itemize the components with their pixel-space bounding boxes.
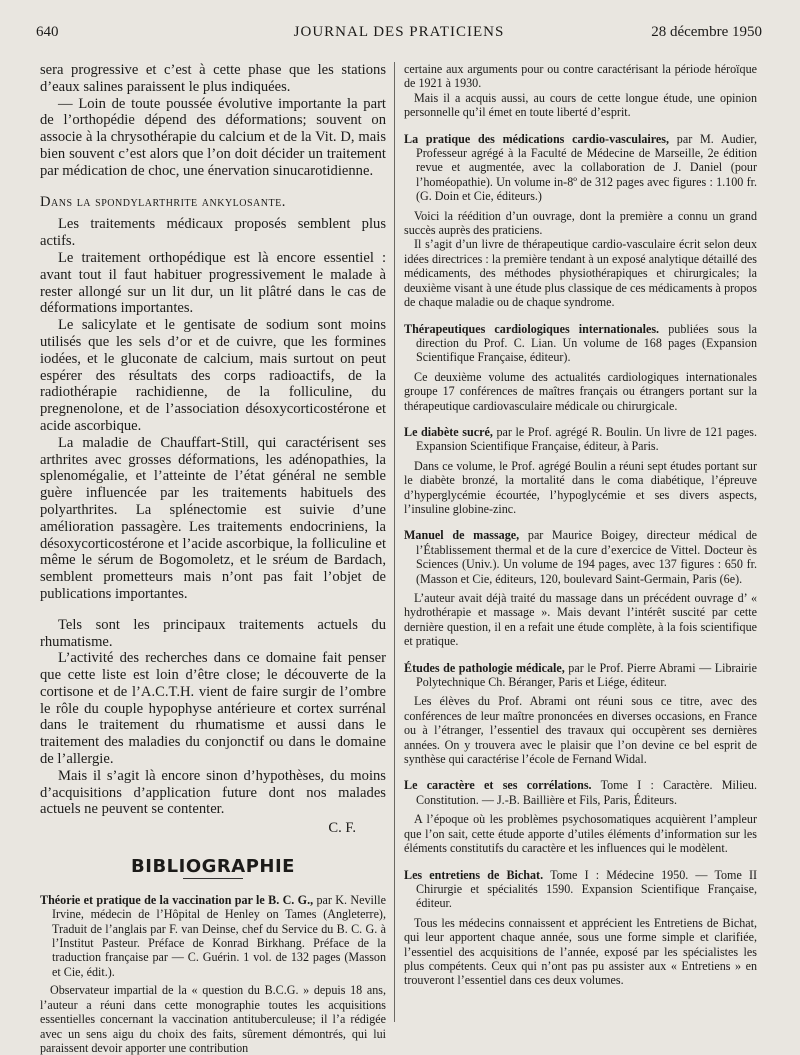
book-title: Manuel de massage, [404,528,520,543]
section-heading: Dans la spondylarthrite ankylosante. [40,193,286,210]
bibliography-heading: BIBLIOGRAPHIE [131,856,295,878]
paragraph: sera progressive et c’est à cette phase que les stations d’eaux salines paraissent le plus indiquées. [40,62,386,95]
bibliography-entry [404,528,757,648]
book-details: Tome I : Médecine 1950. — Tome II Chirurgie et spécialités 1590. Expansion Scientifique Française, éditeur. [416,867,758,911]
paragraph: Tous les médecins connaissent et apprécient les Entretiens de Bichat, qui leur apportent chaque année, sous une forme simple et clarifiée, l’essentiel des acquisitions de l’année, exposé par les spécialistes les plus compétents. Ceux qui n’ont pas pu assister aux « Entretiens » en trouveront l’essentiel dans ces deux volumes. [404,915,757,988]
paragraph: Tels sont les principaux traitements actuels du rhumatisme. [40,616,386,650]
paragraph: Voici la réédition d’un ouvrage, dont la première a connu un grand succès auprès des praticiens. [404,208,757,238]
column-divider [394,62,395,1022]
page-header [36,24,762,46]
book-details: par le Prof. agrégé R. Boulin. Un livre de 121 pages. Expansion Scientifique Française, éditeur, à Paris. [416,424,757,454]
left-column [40,62,386,1055]
book-title: La pratique des médications cardio-vasculaires, [404,131,669,146]
bibliography-entry [404,778,757,855]
book-title: Théorie et pratique de la vaccination par le B. C. G., [40,892,314,907]
paragraph: Les élèves du Prof. Abrami ont réuni sous ce titre, avec des conférences de leur maître prononcées en diverses occasions, en France ou à l’étranger, l’essentiel des travaux qui occupèrent ses dernières années. On y trouvera avec le plaisir que l’on devine ce bel esprit de synthèse qui caractérise l’école de Fernand Widal. [404,694,757,767]
paragraph: L’activité des recherches dans ce domaine fait penser que cette liste est loin d’être close; le découverte de la cortisone et de l’A.C.T.H. vient de faire surgir de l’ombre le rôle du couple hypophyse antérieure et cortex surrénal dans le traitement du rhumatisme et aussi dans le traitement des maladies du conjonctif ou dans le domaine de l’allergie. [40,650,386,768]
bibliography-entry [404,132,757,310]
book-details: par Maurice Boigey, directeur médical de l’Établissement thermal et de la cure d’exercice de Vittel. Docteur ès Sciences (Univ.). Un volume de 194 pages, avec 137 figures : 650 fr. (Masson et Cie, éditeurs, 120, boulevard Saint-Germain, Paris (6e). [416,528,757,586]
book-details: Tome I : Caractère. Milieu. Constitution. — J.-B. Baillière et Fils, Paris, Éditeurs. [416,778,757,807]
book-title: Le diabète sucré, [404,424,493,439]
heading-underline [183,878,243,879]
book-title: Thérapeutiques cardiologiques internationales. [404,321,660,336]
review-continuation [404,62,757,120]
paragraph: La maladie de Chauffart-Still, qui caractérisent ses arthrites avec grosses déformations, les adénopathies, la splenomégalie, et l’atteinte de l’état général ne semble guère influencée par les traitements habituels des polyarthrites. La splénectomie est suivie d’une amélioration passagère. Les traitements endocriniens, la désoxycorticostérone et l’acide ascorbique, la folliculine et même le sérum de Bogomoletz, et le sréum de Bardach, semblent prometteurs mais n’ont pas fait l’objet de publications importantes. [40,434,386,602]
paragraph: A l’époque où les problèmes psychosomatiques acquièrent l’ampleur que l’on sait, cette étude apporte d’utiles éléments d’information sur les éléments constitutifs du caractère et les influences qui le modèlent. [404,812,757,856]
paragraph: Le traitement orthopédique est là encore essentiel : avant tout il faut habituer progressivement le malade à rester allongé sur un lit dur, un lit plâtré dans le cas de déformations importantes. [40,249,386,317]
bibliography-entry [404,868,757,988]
bibliography-entry [404,322,757,413]
book-details: par K. Neville Irvine, médecin de l’Hôpital de Henley on Tames (Angleterre), Traduit de l’anglais par F. van Deinse, chef du Service du B. C. G. à l’Institut Pasteur. Préface de Konrad Birkhang. Préface de la traduction française par — C. Guérin. 1 vol. de 132 pages (Masson et Cie, édit.). [52,892,386,979]
right-column [404,62,757,988]
page-number: 640 [36,24,59,40]
paragraph: L’auteur avait déjà traité du massage dans un précédent ouvrage d’ « hydrothérapie et massage ». Mais devant l’intérêt suscité par cette dernière question, il en a refait une étude complète, à la fois scientifique et pratique. [404,591,757,649]
bibliography-entry [40,893,386,979]
book-details: par M. Audier, Professeur agrégé à la Faculté de Médecine de Marseille, 2e édition revue et augmentée, avec la collaboration de J. Daniel (pour l’homéopathie). Un volume in-8º de 312 pages avec figures : 1.100 fr. (G. Doin et Cie, éditeurs.) [416,131,757,204]
book-title: Études de pathologie médicale, [404,660,565,675]
journal-title: JOURNAL DES PRATICIENS [293,24,505,40]
paragraph: Mais il s’agit là encore sinon d’hypothèses, du moins d’acquisitions d’application future dont nos malades actuels ne peuvent se contenter. [40,767,386,818]
book-title: Le caractère et ses corrélations. [404,778,592,793]
paragraph: Le salicylate et le gentisate de sodium sont moins utilisés que les sels d’or et de cuivre, que les formines iodées, et le gluconate de calcium, mais surtout on peut espérer des résultats des corps radioactifs, de la radiothérapie rachidienne, de la folliculine, du pregnenolone, et de l’association désoxycorticostérone et acide ascorbique. [40,317,386,434]
paragraph: Mais il a acquis aussi, au cours de cette longue étude, une opinion personnelle qu’il émet en toute liberté d’esprit. [404,90,757,120]
paragraph: certaine aux arguments pour ou contre caractérisant la période héroïque de 1921 à 1930. [404,62,757,91]
book-title: Les entretiens de Bichat. [404,867,544,882]
paragraph: Il s’agit d’un livre de thérapeutique cardio-vasculaire écrit selon deux idées directrices : la première tendant à un exposé analytique détaillé des médicaments, des méthodes physiothérapiques et chirurgicales; la deuxième visant à une étude plus classique de ces médicaments à propos de chaque maladie ou de chaque syndrome. [404,237,757,310]
author-signature: C. F. [328,820,356,837]
issue-date: 28 décembre 1950 [651,24,762,40]
paragraph: Ce deuxième volume des actualités cardiologiques internationales groupe 17 conférences de maîtres français ou étrangers portant sur la thérapeutique cardiovasculaire médicale ou chirurgicale. [404,369,757,413]
book-details: par le Prof. Pierre Abrami — Librairie Polytechnique Ch. Béranger, Paris et Liége, éditeur. [416,660,758,690]
book-details: publiées sous la direction du Prof. C. Lian. Un volume de 168 pages (Expansion Scientifique Française, éditeur). [416,321,757,365]
bibliography-entry [404,425,757,516]
paragraph: Dans ce volume, le Prof. agrégé Boulin a réuni sept études portant sur le diabète bronzé, la mortalité dans le coma diabétique, l’épreuve d’hyperglycémie écourtée, l’hypoglycémie et ses divers aspects, l’insuline globine-zinc. [404,458,757,516]
bibliography-entry [404,661,757,767]
paragraph: — Loin de toute poussée évolutive importante la part de l’orthopédie dépend des déformations; souvent on associe à la chrysothérapie du calcium et de la Vit. D, mais bien souvent c’est alors que l’on doit décider un traitement par médication de choc, une énervation sinucarotidienne. [40,95,386,179]
paragraph: Les traitements médicaux proposés semblent plus actifs. [40,216,386,250]
review-body [40,983,386,1055]
paragraph: Observateur impartial de la « question du B.C.G. » depuis 18 ans, l’auteur a réuni dans cette monographie toutes les acquisitions essentielles concernant la vaccination antituberculeuse; il l’a rédigée avec un sens aigu du choix des faits, sûrement démontrés, qui lui paraissent devoir apporter une contribution [40,983,386,1055]
